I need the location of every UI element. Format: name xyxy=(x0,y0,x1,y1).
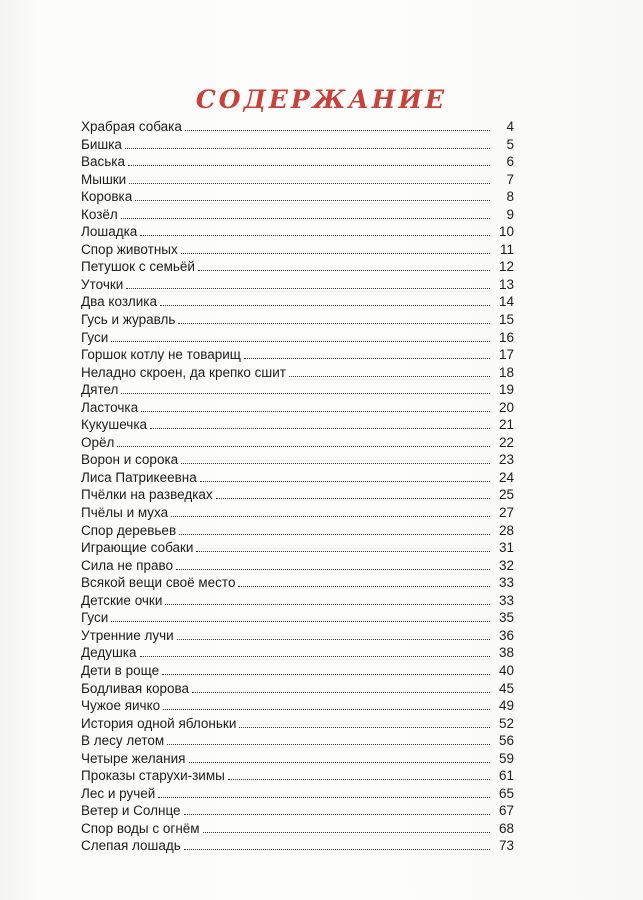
dot-leader xyxy=(163,709,490,710)
toc-entry-page-number: 59 xyxy=(498,750,514,766)
toc-entry-page-number: 9 xyxy=(506,206,514,222)
toc-entry-title: Ворон и сорока xyxy=(81,452,179,468)
toc-entry-title: Уточки xyxy=(81,276,124,292)
toc-entry xyxy=(81,820,514,838)
toc-entry-page-number: 45 xyxy=(498,680,514,696)
dot-leader xyxy=(128,165,490,166)
dot-leader xyxy=(189,762,491,763)
toc-entry xyxy=(81,346,514,364)
toc-entry-page-number: 40 xyxy=(498,662,514,678)
dot-leader xyxy=(141,411,490,412)
toc-entry-page-number: 68 xyxy=(498,820,514,836)
toc-entry-title: Ласточка xyxy=(81,399,139,415)
toc-entry-title: Чужое яичко xyxy=(81,698,161,714)
dot-leader xyxy=(238,586,490,587)
dot-leader xyxy=(198,270,490,271)
toc-entry-page-number: 8 xyxy=(506,189,514,205)
toc-entry xyxy=(81,258,514,276)
dot-leader xyxy=(289,376,490,377)
toc-entry-title: Пчёлы и муха xyxy=(81,505,169,521)
toc-entry-title: Коровка xyxy=(81,189,133,205)
toc-entry-title: Козёл xyxy=(81,206,118,222)
toc-entry-page-number: 65 xyxy=(498,785,514,801)
toc-entry-page-number: 28 xyxy=(498,522,514,538)
toc-entry-title: Кукушечка xyxy=(81,417,148,433)
toc-entry-title: История одной яблоньки xyxy=(81,715,237,731)
dot-leader xyxy=(176,569,490,570)
toc-entry xyxy=(81,609,514,627)
toc-entry xyxy=(81,329,514,347)
toc-entry xyxy=(81,171,514,189)
toc-entry xyxy=(81,486,514,504)
dot-leader xyxy=(160,305,490,306)
toc-entry-page-number: 22 xyxy=(498,434,514,450)
toc-entry-title: Всякой вещи своё место xyxy=(81,575,236,591)
dot-leader xyxy=(121,393,490,394)
toc-entry-title: Слепая лошадь xyxy=(81,838,181,854)
toc-entry xyxy=(81,118,514,136)
toc-entry-page-number: 7 xyxy=(506,171,514,187)
toc-entry-title: Ветер и Солнце xyxy=(81,803,181,819)
toc-entry-page-number: 10 xyxy=(498,224,514,240)
toc-entry xyxy=(81,381,514,399)
toc-entry-title: Васька xyxy=(81,154,126,170)
toc-entry-title: Горшок котлу не товарищ xyxy=(81,347,241,363)
toc-entry-title: Два козлика xyxy=(81,294,158,310)
dot-leader xyxy=(126,288,490,289)
toc-entry xyxy=(81,539,514,557)
toc-entry-title: Храбрая собака xyxy=(81,119,182,134)
toc-entry xyxy=(81,574,514,592)
toc-entry xyxy=(81,785,514,803)
toc-entry-page-number: 5 xyxy=(506,136,514,152)
dot-leader xyxy=(177,639,490,640)
toc-entry-page-number: 31 xyxy=(498,540,514,556)
toc-entry-title: Спор деревьев xyxy=(81,522,177,538)
dot-leader xyxy=(125,148,490,149)
toc-entry-title: Гуси xyxy=(81,610,109,626)
dot-leader xyxy=(216,498,490,499)
dot-leader xyxy=(111,341,490,342)
toc-entry-page-number: 21 xyxy=(498,417,514,433)
toc-entry xyxy=(81,153,514,171)
dot-leader xyxy=(158,797,490,798)
dot-leader xyxy=(140,235,490,236)
toc-entry-title: Играющие собаки xyxy=(81,540,194,556)
toc-entry-title: Петушок с семьёй xyxy=(81,259,195,275)
dot-leader xyxy=(184,849,490,850)
toc-entry xyxy=(81,451,514,469)
toc-entry-page-number: 13 xyxy=(498,276,514,292)
toc-entry xyxy=(81,276,514,294)
toc-entry xyxy=(81,697,514,715)
toc-entry-title: Четыре желания xyxy=(81,750,186,766)
dot-leader xyxy=(165,604,490,605)
toc-entry-page-number: 17 xyxy=(498,347,514,363)
toc-entry xyxy=(81,680,514,698)
toc-entry-title: Дети в роще xyxy=(81,662,160,678)
toc-entry xyxy=(81,802,514,820)
toc-entry-title: Дятел xyxy=(81,382,119,398)
toc-entry-page-number: 4 xyxy=(506,119,514,134)
toc-entry xyxy=(81,293,514,311)
toc-entry xyxy=(81,837,514,855)
dot-leader xyxy=(162,674,490,675)
dot-leader xyxy=(181,463,490,464)
dot-leader xyxy=(140,656,490,657)
toc-entry xyxy=(81,592,514,610)
dot-leader xyxy=(171,516,490,517)
toc-entry-page-number: 16 xyxy=(498,329,514,345)
toc-entry xyxy=(81,399,514,417)
toc-entry-page-number: 49 xyxy=(498,698,514,714)
dot-leader xyxy=(184,814,490,815)
dot-leader xyxy=(117,446,490,447)
toc-entry-page-number: 32 xyxy=(498,557,514,573)
dot-leader xyxy=(111,621,490,622)
toc-entry xyxy=(81,241,514,259)
dot-leader xyxy=(179,534,490,535)
toc-entry-page-number: 24 xyxy=(498,469,514,485)
dot-leader xyxy=(192,692,490,693)
toc-entry-page-number: 15 xyxy=(498,312,514,328)
toc-entry-page-number: 23 xyxy=(498,452,514,468)
toc-entry xyxy=(81,557,514,575)
dot-leader xyxy=(200,481,490,482)
toc-entry xyxy=(81,223,514,241)
toc-entry-page-number: 20 xyxy=(498,399,514,415)
toc-entry-page-number: 33 xyxy=(498,575,514,591)
toc-entry-title: Орёл xyxy=(81,434,115,450)
dot-leader xyxy=(228,779,490,780)
toc-entry-page-number: 11 xyxy=(499,241,514,257)
toc-entry xyxy=(81,715,514,733)
toc-entry xyxy=(81,136,514,154)
toc-entry-page-number: 12 xyxy=(498,259,514,275)
toc-entry-title: Бодливая корова xyxy=(81,680,190,696)
dot-leader xyxy=(150,428,490,429)
toc-entry xyxy=(81,364,514,382)
toc-entry xyxy=(81,188,514,206)
table-of-contents xyxy=(81,118,514,855)
toc-entry-page-number: 35 xyxy=(498,610,514,626)
toc-entry-page-number: 67 xyxy=(498,803,514,819)
toc-entry xyxy=(81,750,514,768)
toc-entry-page-number: 61 xyxy=(498,768,514,784)
dot-leader xyxy=(135,200,490,201)
toc-entry-title: Детские очки xyxy=(81,592,163,608)
toc-entry-title: Неладно скроен, да крепко сшит xyxy=(81,364,286,380)
toc-entry-title: В лесу летом xyxy=(81,733,165,749)
toc-entry-title: Бишка xyxy=(81,136,122,152)
toc-entry xyxy=(81,767,514,785)
toc-entry-title: Лес и ручей xyxy=(81,785,156,801)
toc-entry-title: Спор воды с огнём xyxy=(81,820,200,836)
toc-entry-title: Мышки xyxy=(81,171,127,187)
toc-entry-title: Проказы старухи-зимы xyxy=(81,768,225,784)
dot-leader xyxy=(185,130,490,131)
dot-leader xyxy=(181,253,490,254)
toc-entry xyxy=(81,504,514,522)
toc-entry xyxy=(81,522,514,540)
toc-entry-page-number: 52 xyxy=(498,715,514,731)
toc-entry-title: Дедушка xyxy=(81,645,137,661)
dot-leader xyxy=(196,551,490,552)
dot-leader xyxy=(178,323,490,324)
dot-leader xyxy=(129,183,490,184)
toc-entry xyxy=(81,416,514,434)
toc-entry-page-number: 56 xyxy=(498,733,514,749)
toc-entry xyxy=(81,732,514,750)
toc-entry-title: Гусь и журавль xyxy=(81,312,176,328)
toc-entry xyxy=(81,627,514,645)
toc-entry xyxy=(81,311,514,329)
dot-leader xyxy=(239,727,490,728)
page-title: СОДЕРЖАНИЕ xyxy=(195,84,448,114)
toc-entry-page-number: 18 xyxy=(498,364,514,380)
dot-leader xyxy=(203,832,490,833)
toc-entry-title: Гуси xyxy=(81,329,109,345)
toc-entry-title: Лиса Патрикеевна xyxy=(81,469,197,485)
toc-entry-title: Сила не право xyxy=(81,557,173,573)
toc-entry-title: Утренние лучи xyxy=(81,627,174,643)
toc-entry xyxy=(81,644,514,662)
toc-entry-page-number: 6 xyxy=(506,154,514,170)
toc-entry xyxy=(81,662,514,680)
dot-leader xyxy=(167,744,490,745)
toc-entry xyxy=(81,469,514,487)
toc-entry-page-number: 19 xyxy=(498,382,514,398)
toc-entry-title: Лошадка xyxy=(81,224,138,240)
toc-entry-page-number: 14 xyxy=(498,294,514,310)
toc-entry-page-number: 27 xyxy=(498,505,514,521)
toc-entry-page-number: 36 xyxy=(498,627,514,643)
dot-leader xyxy=(121,218,490,219)
toc-entry-page-number: 33 xyxy=(498,592,514,608)
toc-entry-title: Пчёлки на разведках xyxy=(81,487,213,503)
toc-entry-page-number: 73 xyxy=(498,838,514,854)
toc-entry-title: Спор животных xyxy=(81,241,178,257)
toc-entry xyxy=(81,434,514,452)
toc-entry xyxy=(81,206,514,224)
dot-leader xyxy=(244,358,490,359)
toc-entry-page-number: 38 xyxy=(498,645,514,661)
toc-entry-page-number: 25 xyxy=(498,487,514,503)
